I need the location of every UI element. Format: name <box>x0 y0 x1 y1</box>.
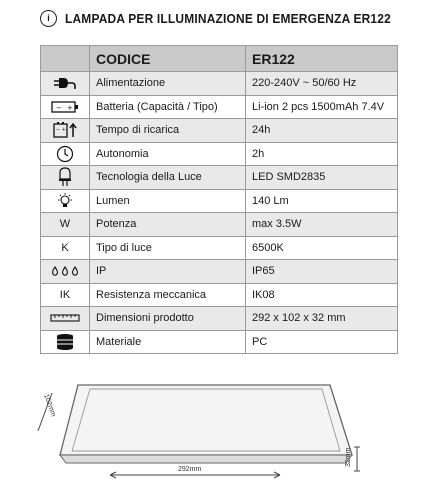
header-label: CODICE <box>90 46 246 72</box>
row-value: LED SMD2835 <box>246 166 398 190</box>
row-value: IK08 <box>246 283 398 307</box>
table-row <box>41 166 398 190</box>
ruler-icon <box>41 307 90 331</box>
product-drawing <box>30 375 390 495</box>
row-value: max 3.5W <box>246 213 398 237</box>
row-value: 2h <box>246 142 398 166</box>
row-label: IP <box>90 260 246 284</box>
table-row <box>41 283 398 307</box>
page-title <box>40 8 419 28</box>
row-label: Batteria (Capacità / Tipo) <box>90 95 246 119</box>
ik-symbol: IK <box>41 283 90 307</box>
row-label: Tipo di luce <box>90 236 246 260</box>
table-row <box>41 260 398 284</box>
row-label: Tempo di ricarica <box>90 119 246 143</box>
svg-text:−: − <box>56 103 62 112</box>
row-value: 140 Lm <box>246 189 398 213</box>
row-label: Alimentazione <box>90 72 246 96</box>
row-label: Autonomia <box>90 142 246 166</box>
row-label: Dimensioni prodotto <box>90 307 246 331</box>
row-value: 6500K <box>246 236 398 260</box>
battery-icon <box>41 95 90 119</box>
row-value: PC <box>246 330 398 354</box>
bulb-icon <box>41 189 90 213</box>
row-value: 220-240V ~ 50/60 Hz <box>246 72 398 96</box>
power-symbol: W <box>41 213 90 237</box>
height-label: 32mm <box>345 447 352 467</box>
kelvin-symbol: K <box>41 236 90 260</box>
table-row <box>41 189 398 213</box>
material-icon <box>41 330 90 354</box>
info-badge-icon: i <box>40 10 57 27</box>
row-label: Materiale <box>90 330 246 354</box>
svg-text:+: + <box>67 103 73 112</box>
row-label: Tecnologia della Luce <box>90 166 246 190</box>
row-value: 292 x 102 x 32 mm <box>246 307 398 331</box>
row-label: Lumen <box>90 189 246 213</box>
table-row <box>41 236 398 260</box>
depth-label: 102mm <box>42 393 57 418</box>
led-icon <box>41 166 90 190</box>
table-header-row <box>41 46 398 72</box>
row-label: Resistenza meccanica <box>90 283 246 307</box>
spec-table <box>40 45 398 354</box>
table-row <box>41 72 398 96</box>
row-value: Li-ion 2 pcs 1500mAh 7.4V <box>246 95 398 119</box>
svg-text:− +: − + <box>56 127 66 134</box>
table-row <box>41 213 398 237</box>
charging-icon <box>41 119 90 143</box>
row-value: IP65 <box>246 260 398 284</box>
width-label: 292mm <box>178 466 202 473</box>
header-value: ER122 <box>246 46 398 72</box>
table-row <box>41 95 398 119</box>
title-text: LAMPADA PER ILLUMINAZIONE DI EMERGENZA ER122 <box>65 10 391 26</box>
table-row <box>41 119 398 143</box>
water-drops-icon <box>41 260 90 284</box>
row-value: 24h <box>246 119 398 143</box>
lamp-outline <box>60 385 352 455</box>
table-row <box>41 142 398 166</box>
row-label: Potenza <box>90 213 246 237</box>
plug-icon <box>41 72 90 96</box>
table-row <box>41 330 398 354</box>
table-row <box>41 307 398 331</box>
clock-icon <box>41 142 90 166</box>
header-empty-cell <box>41 46 90 72</box>
